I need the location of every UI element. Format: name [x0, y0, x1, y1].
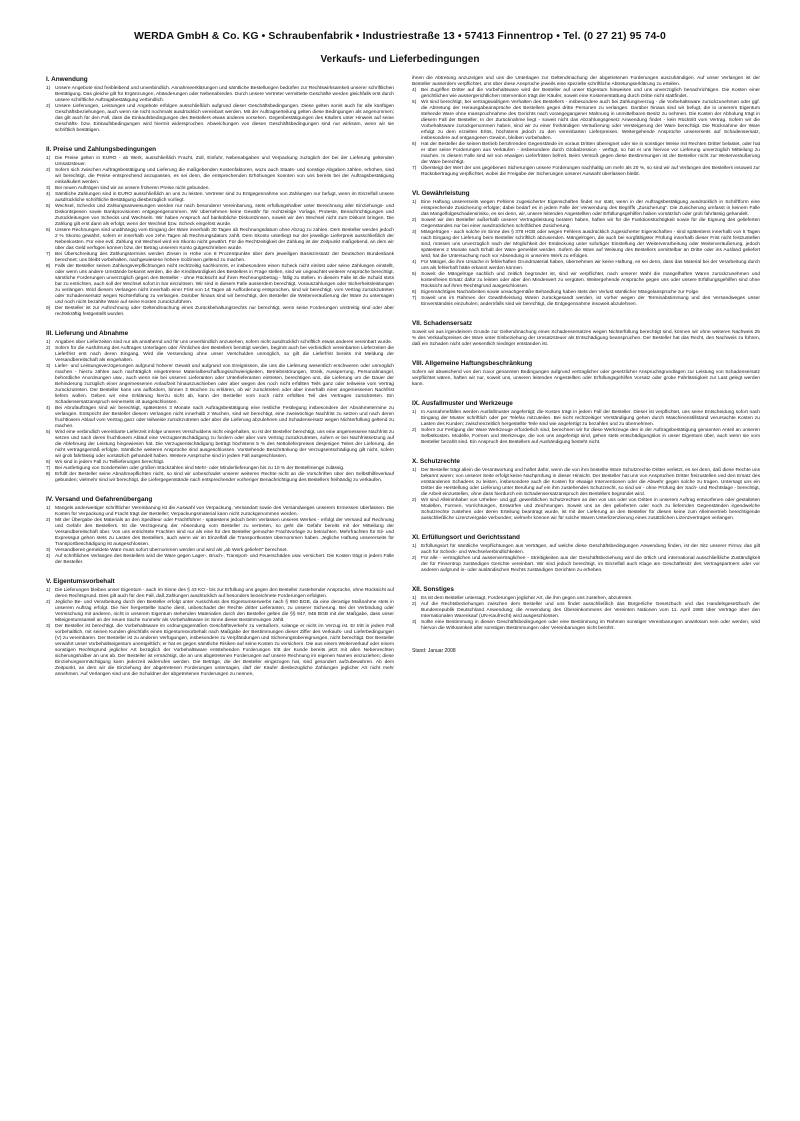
clause: [46, 104, 394, 134]
clause: [412, 76, 760, 88]
clause: [412, 200, 760, 218]
terms-section: [46, 76, 394, 134]
clause-text: Jegliche Be- und Verarbeitung durch den Besteller erfolgt unter Ausschluss des Eigentumserwerbs nach § 950 BGB, da eine derartige Maßnahme stets in unserem Auftrag erfolgt. Die hier hergestellte Sache dient, unbeschadet der Rechte dritter Lieferanten, zu unserer Sicherung. Bei der Verbindung oder Vermischung mit anderen, nicht in unserem Eigentum stehenden Materialien durch den Besteller gelten die §§ 947, 948 BGB mit der Maßgabe, dass unser Miteigentumsanteil an der neuen Sache nunmehr als Vorbehaltsware im Sinne dieser Bestimmungen zählt.: [55, 599, 394, 623]
stand-date: Stand: Januar 2008: [412, 647, 456, 654]
clause-text: Wird eine verbindlich vereinbarte Lieferzeit infolge unseres Verschuldens nicht eingehalten, so ist der Besteller berechtigt, uns eine angemessene Nachfrist zu setzen und nach deren fruchtlosem Ablauf eine Verzugsentschädigung zu fordern oder aber vom Vertrag zurückzutreten, sofern er bei Nachfristsetzung auf die Ablehnung der Leistung hingewiesen hat. Die Verzugsentschädigung beträgt höchstens 5 % des Nettolieferpreises desjenigen Teiles der Lieferung, die nicht vertragsgemäß erfolgte. Sämtliche weiteren Ansprüche sind ausgeschlossen. Vorstehende Beschränkung der Verzugsentschädigung gilt nicht, sofern wir grob fahrlässig oder vorsätzlich gehandelt haben. Weitere Ansprüche sind in jedem Fall ausgeschlossen.: [55, 429, 394, 459]
clause-number: 2): [46, 167, 51, 173]
clause: [46, 506, 394, 518]
clause: [46, 168, 394, 186]
clause-number: 9): [46, 305, 51, 311]
clause-number: 2): [46, 103, 51, 109]
clause: [412, 330, 760, 348]
terms-section: [412, 534, 760, 574]
terms-section: [412, 320, 760, 348]
clause-text: Mangels anderweitiger schriftlicher Vereinbarung ist die Auswahl von Verpackung, Versandart sowie des Versandweges unserem Ermessen überlassen. Die Kosten für Verpackung und Fracht trägt der Besteller; Verpackungsmaterial kann nicht zurückgenommen werden.: [55, 505, 394, 517]
terms-section: [412, 586, 760, 632]
clause: [46, 472, 394, 484]
clause: [46, 306, 394, 318]
clause: [412, 260, 760, 272]
clause-number: 1): [412, 595, 417, 601]
clause-text: Liefer- und Leistungsverzögerungen aufgrund höherer Gewalt und aufgrund von Ereignissen, die uns die Lieferung wesentlich erschweren oder unmöglich machen - hierzu zählen auch nachträglich eingetretene Materialbeschaffungsschwierigkeiten, Betriebsstörungen, Streik, Aussperrung, Personalmangel, behördliche Anordnungen usw., auch wenn sie bei unseren Lieferanten oder Unterlieferanten eintreten, berechtigen uns, die Lieferung um die Dauer der Behinderung zuzüglich einer angemessenen Anlaufzeit hinauszuschieben oder aber wegen des noch nicht erfüllten Teils ganz oder teilweise vom Vertrag zurückzutreten. Der Besteller kann uns auffordern, binnen 3 Wochen zu erklären, ob wir zurücktreten oder aber innerhalb einer angemessenen Nachfrist liefern wollen. Geben wir eine Erklärung hierzu nicht ab, kann der Besteller vom noch nicht erfüllten Teil des Vertrages zurücktreten. Ein Schadensersatzanspruch seinerseits ist ausgeschlossen.: [55, 363, 394, 405]
clause-text: Wechsel, Schecks und Zahlungsanweisungen werden nur nach besonderer Vereinbarung, stets erfüllungshalber unter Berechnung aller Einziehungs- und Diskontspesen sowie Bankprovisionen entgegengenommen. Wir übernehmen keine Gewähr für rechtzeitige Vorlage, Proteste, Benachrichtigungen und Zurückleitungen von Schecks und Wechseln. Wir haben Anspruch auf bankübliche Diskontzinsen, soweit wir den Wechsel nicht zum Diskont bringen. Die Zahlung gilt erst dann als erfolgt, wenn der Wechsel bzw. Scheck eingelöst wurde.: [55, 203, 394, 227]
clause-text: Der Besteller ist berechtigt, die Vorbehaltsware im ordnungsgemäßen Geschäftsverkehr zu veräußern, solange er nicht im Verzug ist. Er tritt in jedem Fall vorbehaltlich, mit seinen Kunden gleichfalls einen Eigentumsvorbehalt nach Maßgabe der Bestimmungen dieser Ziffer des Verkaufs- und Lieferbedingungen (V) zu vereinbaren. Der Besteller ist zu anderen Verfügungen, insbesondere zu Verpfändungen und Sicherungsübereignungen, nicht berechtigt. Der Besteller verwahrt unser Vorbehaltseigentum unentgeltlich; er hat es gegen sämtliche Risiken auf seine Kosten zu versichern. Die aus einem Weiterverkauf oder einem sonstigen Rechtsgrund jeglicher Art bezüglich der Vorbehaltsware entstehenden Forderungen tritt der Kunde bereits jetzt mit allen Nebenrechten sicherungshalber an uns ab. Der Besteller ist ermächtigt, die an uns abgetretenen Forderungen auf unsere Rechnung im eigenen Namen einzuziehen; diese Einziehungsermächtigung kann jederzeit widerrufen werden. Die Beträge, die der Besteller eingezogen hat, sind gesondert aufzubewahren. Ab dem Zeitpunkt, an dem wir die Einziehung der abgetretenen Forderungen untersagen, darf der Käufer diesbezügliche Zahlungen jeglicher Art nicht mehr annehmen. Auf Verlangen sind uns die Schuldner der abgetretenen Forderungen zu nennen,: [55, 623, 394, 677]
clause-number: 3): [46, 547, 51, 553]
clause: [412, 218, 760, 230]
clause: [412, 544, 760, 556]
clause-text: Der Besteller ist zur Aufrechnung oder Geltendmachung eines Zurückbehaltungsrechts nur berechtigt, wenn seine Forderungen unstreitig sind oder aber rechtskräftig festgestellt wurden.: [55, 305, 394, 317]
clause-number: 2): [46, 599, 51, 605]
clause-text: Eine Haftung unsererseits wegen Fehlens zugesicherter Eigenschaften findet nur statt, wenn in der Auftragsbestätigung ausdrücklich in Schriftform eine entsprechende Zusicherung erfolgte; dabei bedarf es in jedem Falle der Verwendung des Begriffs „Zusicherung". Die Zusicherung umfasst in keinem Falle das Mangelfolgeschadensrisiko, es sei denn, wir, unsere leitenden Angestellten oder Erfüllungsgehilfen haben vorsätzlich oder grob fahrlässig gehandelt.: [421, 199, 760, 217]
clause-text: Unsere Rechnungen sind unabhängig vom Eingang der Ware innerhalb 30 Tagen ab Rechnungsdatum ohne Abzug zu zahlen. Dem Besteller werden jedoch 2 % Skonto gewährt, sofern er innerhalb von zehn Tagen ab Rechnungsdatum zahlt. Dem Skonto unterliegt nur der jeweilige Lieferpreis ausschließlich der Nebenkosten. Für eine evtl. Zahlung mit Wechsel wird ein Skonto nicht gewährt. Für die Rechtzeitigkeit der Zahlung ist der Zeitpunkt maßgebend, an dem wir über das Geld verfügen können bzw. der Betrag unserem Konto gutgeschrieben wurde.: [55, 227, 394, 251]
clause-number: 3): [412, 229, 417, 235]
section-heading: X. Schutzrechte: [412, 457, 460, 465]
clause-number: 2): [46, 345, 51, 351]
clause-text: Auf die Rechtsbeziehungen zwischen dem Besteller und uns findet ausschließlich das Bürgerliche Gesetzbuch und das Handelsgesetzbuch der Bundesrepublik Deutschland Anwendung; die Anwendung des Übereinkommens der Vereinten Nationen vom 11. April 1980 über Verträge über den Internationalen Warenkauf (UN-Kaufrecht) wird ausgeschlossen.: [421, 601, 760, 619]
clause-number: 1): [46, 155, 51, 161]
clause-text: Die Preise gelten in EURO - ab Werk, ausschließlich Fracht, Zoll, Einfuhr, Nebenabgaben und Verpackung zuzüglich der bei der Lieferung geltenden Umsatzsteuer.: [55, 155, 394, 167]
clause-text: Der Besteller trägt allein die Verantwortung und haftet dafür, wenn die von ihm bestellte Ware Schutzrechte Dritter verletzt, es sei denn, daß diese Rechte uns bekannt waren; von unserer Seite erfolgt keine Nachprüfung in dieser Hinsicht. Der Besteller hat uns von Ansprüchen Dritter freizustellen und den Ersatz des entstandenen Schadens zu leisten, insbesondere auch die Kosten für etwaige Interventionen oder die Abwehr gegen solche zu tragen. Untersagt uns ein Dritter die Herstellung oder Lieferung unter Berufung auf ein ihm zustehendes Schutzrecht, so sind wir - ohne Prüfung der Sach- und Rechtslage - berechtigt, die Arbeit einzustellen, ohne dass hierdurch ein Schadensersatzanspruch des Bestellers begründet wird.: [421, 467, 760, 497]
clause-number: 4): [46, 553, 51, 559]
terms-section: [412, 190, 760, 308]
clause-text: Soweit wir den Besteller außerhalb unserer Vertragsleistung beraten haben, haften wir für die Funktionstüchtigkeit sowie für die Eignung des gelieferten Gegenstandes nur bei einer ausdrücklichen schriftlichen Zusicherung.: [421, 217, 760, 229]
clause-text: Unsere Angebote sind freibleibend und unverbindlich. Annahmeerklärungen und sämtliche Bestellungen bedürfen zur Rechtswirksamkeit unserer schriftlichen Bestätigung. Das gleiche gilt für Ergänzungen, Abänderungen oder Nebenabreden. Durch unsere Vertreter vermittelte Geschäfte werden gleichfalls erst durch unsere schriftliche Auftragsbestätigung verbindlich.: [55, 85, 394, 103]
clause: [46, 406, 394, 430]
section-heading: IX. Ausfallmuster und Werkzeuge: [412, 399, 513, 407]
document-header: [40, 30, 760, 65]
clause-text: Sofern sich zwischen Auftragsbestätigung und Lieferung die maßgebenden Kostenfaktoren, wozu auch Staats- und sonstige Abgaben zählen, erhöhen, sind wir berechtigt, die Preise entsprechend anzupassen, es sei denn, die entsprechenden Erhöhungen konnten von uns bereits bei der Auftragsbestätigung einkalkuliert werden.: [55, 167, 394, 185]
clause-number: 3): [46, 185, 51, 191]
section-heading: XII. Sonstiges: [412, 585, 454, 593]
clause-text: Unsere Lieferungen, Leistungen und Angebote erfolgen ausschließlich aufgrund dieser Geschäftsbedingungen. Diese gelten somit auch für alle künftigen Geschäftsbeziehungen, auch wenn sie nicht nochmals ausdrücklich vereinbart werden. Mit der Auftragserteilung gelten diese Bedingungen als angenommen; das gilt auch für den Fall, dass die Einkaufsbedingungen des Bestellers etwas anderes vorsehen. Gegenbestätigungen des Käufers unter Hinweis auf seine Geschäfts- bzw. Einkaufsbedingungen wird hiermit widersprochen. Abweichungen von diesen Geschäftsbedingungen sind nur wirksam, wenn wir sie schriftlich bestätigen.: [55, 103, 394, 133]
clause-number: 2): [46, 517, 51, 523]
section-heading: VIII. Allgemeine Haftungsbeschränkung: [412, 359, 533, 367]
clause-number: 1): [412, 199, 417, 205]
left-column: [46, 76, 394, 1101]
clause: [412, 556, 760, 574]
clause: [46, 430, 394, 460]
section-heading: XI. Erfüllungsort und Gerichtsstand: [412, 533, 520, 541]
clause-number: 7): [412, 295, 417, 301]
clause-text: Sofern wir abweichend von den zuvor genannten Bedingungen aufgrund vertraglicher oder gesetzlicher Anspruchsgrundlagen zur Leistung von Schadensersatz verpflichtet wären, haften wir nur, soweit uns, unseren leitenden Angestellten oder Erfüllungsgehilfen Vorsatz oder grobe Fahrlässigkeit zur Last gelegt werden kann.: [412, 369, 760, 387]
clause-text: Wir sind berechtigt, bei vertragswidrigem Verhalten des Bestellers - insbesondere auch bei Zahlungsverzug - die Vorbehaltsware zurückzunehmen oder ggf. die Abtretung der Herausgabeansprüche des Bestellers gegen dritte Personen zu verlangen. Darüber hinaus sind wir befugt, die in unserem Eigentum stehende Ware ohne Inanspruchnahme des Gerichts nach vorangegangener Mahnung in unmittelbaren Besitz zu nehmen. Die Kosten der Abholung trägt in diesem Fall der Besteller. In der Zurücknahme liegt - soweit nicht das Abzahlungsgesetz Anwendung findet - kein Rücktritt vom Vertrag. Sofern wir die Vorbehaltsware zurückgenommen haben, sind wir zu einer freihändigen Veräußerung oder Versteigerung der Ware berechtigt. Die Rücknahme der Ware erfolgt zu dem erzielten Erlös, höchstens jedoch zu den vereinbarten Lieferpreisen. Weitergehende Ansprüche unsererseits auf Schadensersatz, insbesondere auf entgangenen Gewinn, bleiben vorbehalten.: [421, 100, 760, 141]
clause-number: 2): [412, 555, 417, 561]
clause-number: 3): [46, 363, 51, 369]
clause: [46, 204, 394, 228]
clause-text: Es ist dem Besteller untersagt, Forderungen jeglicher Art, die ihm gegen uns zustehen, abzutreten.: [421, 595, 633, 601]
clause-number: 6): [412, 142, 417, 147]
section-heading: I. Anwendung: [46, 76, 88, 83]
clause: [46, 346, 394, 364]
clause-number: 4): [46, 405, 51, 411]
clause-number: 2): [412, 601, 417, 607]
clause-text: ihnen die Abtretung anzuzeigen und uns die Unterlagen zur Geltendmachung der abgetretenen Forderungen auszuhändigen. Auf unser Verlangen ist der Besteller ausserdem verpflichtet, uns über diese Ansprüche jeweils eine spezielle schriftliche Abtretungserklärung zu erteilen.: [412, 76, 760, 87]
clause-number: 5): [46, 429, 51, 435]
clause-text: Bei Ausfertigung von Sonderteilen oder größen Stückzahlen sind Mehr- oder Minderlieferungen bis zu 10 % der Bestellmenge zulässig.: [55, 465, 345, 471]
clause-number: 2): [412, 217, 417, 223]
clause-number: 8): [46, 471, 51, 477]
clause: [46, 588, 394, 600]
clause-number: 7): [46, 251, 51, 257]
clause: [412, 142, 760, 166]
clause: [46, 156, 394, 168]
clause-number: 1): [46, 339, 51, 345]
terms-section: [46, 578, 394, 678]
right-column: [412, 76, 760, 1101]
clause-number: 1): [412, 543, 417, 549]
clause: [46, 264, 394, 306]
clause: [412, 272, 760, 290]
clause-number: 1): [412, 409, 417, 415]
clause: [412, 410, 760, 428]
clause-text: Hat der Besteller die seinen Betrieb berührenden Gegenstände im voraus Dritten übereignet oder sie in sonstiger Weise mit Rechten Dritter belastet, oder hat er über seine Forderungen aus Verkäufen - insbesondere durch Globalzession - verfügt, so hat er uns hiervon vor Lieferung unverzüglich Mitteilung zu machen. In diesem Falle sind wir von etwaigen Lieferfristen befreit. Beim Verstoß gegen diese Bestimmungen ist der Besteller nicht zur Weiterveräußerung der Ware berechtigt.: [421, 142, 760, 165]
clause-number: 6): [46, 227, 51, 233]
clause-number: 5): [412, 100, 417, 105]
clause: [46, 364, 394, 406]
clause-text: Übersteigt der Wert der uns gegebenen Sicherungen unsere Forderungen nachhaltig um mehr als 20 %, so sind wir auf Verlangen des Bestellers insoweit zur Rückübertragung verpflichtet, wobei die Freigabe der Sicherungen unserer Auswahl überlassen bleibt.: [421, 166, 760, 177]
clause: [46, 624, 394, 678]
clause-number: 1): [46, 587, 51, 593]
clause-number: 1): [46, 85, 51, 91]
clause: [412, 88, 760, 100]
clause-number: 7): [412, 166, 417, 171]
clause-text: Angaben über Lieferzeiten sind nur als annähernd und für uns unverbindlich anzusehen, sofern nicht ausdrücklich schriftlich etwas anderes vereinbart wurde.: [55, 339, 393, 345]
clause: [412, 428, 760, 446]
clause: [46, 252, 394, 264]
clause: [46, 192, 394, 204]
terms-section: [412, 400, 760, 446]
clause-number: 4): [46, 191, 51, 197]
section-heading: V. Eigentumsvorbehalt: [46, 577, 115, 585]
right-sections: [412, 76, 760, 632]
clause: [412, 498, 760, 522]
clause: [46, 600, 394, 624]
section-heading: VI. Gewährleistung: [412, 190, 470, 197]
clause-number: 3): [46, 623, 51, 629]
clause-text: Sofern zur Fertigung der Ware Werkzeuge erforderlich sind, berechnen wir für diese Werkzeuge den in der Auftragsbestätigung genannten Anteil an unseren Selbstkosten. Modelle, Formen und Werkzeuge, die von uns angefertigt sind, gehen stets entschädigungslos in unser Eigentum über, auch wenn sie vom Besteller bezahlt sind. Ein Anspruch des Bestellers auf Aushändigung besteht nicht.: [421, 427, 760, 445]
clause: [412, 100, 760, 142]
clause: [412, 230, 760, 260]
section-heading: IV. Versand und Gefahrenübergang: [46, 495, 153, 503]
clause-text: Bei neuen Aufträgen sind wir an unsere früheren Preise nicht gebunden.: [55, 185, 210, 191]
clause-text: Erfüllt der Besteller seine Abnahmepflichten nicht, so sind wir unbeschadet unserer weiteren Rechte nicht an die Vorschriften über den Selbsthilfeverkauf gebunden; vielmehr sind wir berechtigt, die Liefergegenstände nach entsprechender vorheriger Benachrichtigung des Bestellers freihändig zu verkaufen.: [55, 471, 394, 483]
clause: [412, 370, 760, 388]
clause-text: Mit der Übergabe des Materials an den Spediteur oder Frachtführer - spätestens jedoch beim Verlassen unseres Werkes - erfolgt der Versand auf Rechnung und Gefahr des Bestellers. Ist die Verzögerung der Absendung vom Besteller zu vertreten, so geht die Gefahr bereits mit der Mitteilung der Versandbereitschaft über. Von uns entrichtete Frachten sind nur als eine für den Besteller gemachte Frachtvorlage zu betrachten. Mehrfrachten für Eil- und Expressgut gehen stets zu Lasten des Bestellers, auch wenn wir im Einzelfall die Transportkosten übernommen haben. Jegliche Haftung unsererseits für Transportbeschädigung ist ausgeschlossen.: [55, 517, 394, 547]
clause-text: Erfüllungsort für sämtliche Verpflichtungen aus Verträgen, auf welche diese Geschäftsbedingungen Anwendung finden, ist der Sitz unserer Firma; das gilt auch für Scheck- und Wechselverbindlichkeiten.: [421, 543, 760, 555]
clause: [412, 602, 760, 620]
clause-text: Wir sind Alleininhaber von Urheber- und ggf. gewerblichen Schutzrechten an den von uns oder von Dritten in unserem Auftrag entworfenen oder gestalteten Modellen, Formen, Vorrichtungen, Entwürfen und Zeichnungen. Soweit uns an den gelieferten oder noch zu liefernden Gegenständen irgendwelche Schutzrechte zustehen oder deren Erteilung beantragt wurde, ist mit der Lieferung an den Besteller für diesen keine zum Alleinvertrieb berechtigende ausschließliche Lizenzvergabe verbunden; vielmehr können wir für solche Waren Unterlizenzierung eines zusätzlichen Lizenzvertrages verlangen.: [421, 497, 760, 521]
clause: [412, 620, 760, 632]
clause: [412, 166, 760, 178]
clause-text: Sofern für die Ausführung des Auftrages Unterlagen oder Ähnliches des Bestellers benötigt werden, beginnt auch bei verbindlich vereinbarten Lieferzeiten die Lieferfrist erst nach deren Eingang. Wird die Versendung ohne unser Verschulden unmöglich, so gilt die Lieferfrist bereits mit Meldung der Versandbereitschaft als eingehalten.: [55, 345, 394, 363]
clause-number: 1): [46, 505, 51, 511]
clause-number: 8): [46, 263, 51, 269]
terms-section: [46, 496, 394, 566]
section-heading: II. Preise und Zahlungsbedingungen: [46, 145, 157, 153]
terms-section: [412, 458, 760, 522]
clause-text: Soweit wir aus irgendeinem Grunde zur Geltendmachung eines Schadensersatzes wegen Nichterfüllung berechtigt sind, können wir ohne weiteren Nachweis 25 % des Verkaufspreises der Ware unter Einbeziehung der Umsatzsteuer als Entschädigung beanspruchen. Der Besteller hat das Recht, den Nachweis zu führen, daß ein Schaden nicht oder wesentlich niedriger entstanden ist.: [412, 329, 760, 347]
clause: [46, 86, 394, 104]
terms-section: [412, 360, 760, 388]
clause: [412, 468, 760, 498]
document-title: Verkaufs- und Lieferbedingungen: [320, 54, 480, 65]
clause-text: Wir sind in jedem Fall zu Teillieferungen berechtigt.: [55, 459, 165, 465]
terms-section: [412, 76, 760, 178]
clause-number: 4): [412, 88, 417, 93]
clause-text: Eigenmächtiges Nacharbeiten sowie unsachgemäße Behandlung haben stets den Verlust sämtlicher Mängelansprüche zur Folge.: [421, 289, 700, 295]
terms-section: [46, 146, 394, 318]
clause-number: 4): [412, 259, 417, 265]
clause: [412, 296, 760, 308]
section-heading: III. Lieferung und Abnahme: [46, 329, 129, 337]
clause-text: Mängelrügen - auch solche im Sinne des § 378 HGB oder wegen Fehlens ausdrücklich zugesicherter Eigenschaften - sind spätestens innerhalb von 5 Tagen nach Eingang der Lieferung beim Besteller schriftlich abzusenden. Mängelrügen, die auch bei sorgfältigster Prüfung innerhalb dieser Frist nicht festzustellen sind, müssen uns unverzüglich nach der Möglichkeit der Entdeckung unter sofortiger Einstellung der Weiterverarbeitung oder Weiterveräußerung, jedoch spätestens 2 Monate nach Erhalt der Ware gemeldet werden. Sofern die Ware auf Weisung des Bestellers unmittelbar an Dritte oder ins Ausland geliefert wird, hat die Untersuchung noch vor Absendung in unserem Werk zu erfolgen.: [421, 229, 760, 259]
clause-text: Für alle - vertraglichen und aussenvertraglichen - Streitigkeiten aus der Geschäftsbeziehung wird die örtlich und international ausschließliche Zuständigkeit der für Finnentrop zuständigen Gerichte vereinbart. Wir sind jedoch berechtigt, im Einzelfall auch Klage am Geschäftssitz des Vertragspartners oder vor anderen aufgrund in- oder ausländischen Rechts zuständigen Gerichten zu erheben.: [421, 555, 760, 573]
clause-text: In Ausnahmefällen werden Ausfallmuster angefertigt; die Kosten trägt in jedem Fall der Besteller. Dieser ist verpflichtet, uns seine Entscheidung sofort nach Eingang der Muster schriftlich oder per Telefax mitzuteilen. Bei nicht rechtzeitiger Verständigung gehen durch Maschinenstillstand verursachte Kosten zu Lasten des Kunden; zwischenzeitlich hergestellte Teile sind wie angefertigt zu bezahlen und zu übernehmen.: [421, 409, 760, 427]
clause-text: Auf schriftliches Verlangen des Bestellers wird die Ware gegen Lager-, Bruch-, Transport- und Feuerschäden usw. versichert. Die Kosten trägt in jedem Falle der Besteller.: [55, 553, 394, 565]
clause-text: Versandbereit gemeldete Ware muss sofort übernommen werden und wird als „ab Werk geliefert" berechnet.: [55, 547, 288, 553]
clause: [46, 518, 394, 548]
clause-number: 3): [412, 619, 417, 625]
clause-text: Für Mängel, die ihre Ursache in fehlerhaften Grundmaterial haben, übernehmen wir keine Haftung, es sei denn, dass das Material bei der Verarbeitung durch uns als fehlerhaft hätte erkannt werden können.: [421, 259, 760, 271]
clause-number: 6): [412, 289, 417, 295]
clause-text: Bei Abrufaufträgen sind wir berechtigt, spätestens 3 Monate nach Auftragsbestätigung eine restliche Festlegung insbesondere der Abnahmetermine zu verlangen. Entspricht der Besteller diesem Verlangen nicht innerhalb 2 Wochen, sind wir berechtigt, eine zweiwöchige Nachfrist zu setzen und nach deren fruchtlosem Ablauf vom Vertrag ganz oder teilweise zurückzutreten oder aber die Lieferung abzulehnen und Schadensersatz wegen Nichterfüllung geltend zu machen.: [55, 405, 394, 429]
clause-number: 5): [46, 203, 51, 209]
clause-number: 6): [46, 459, 51, 465]
section-heading: VII. Schadensersatz: [412, 319, 473, 327]
clause-text: Falls der Besteller seinen Zahlungsverpflichtungen nicht rechtzeitig nachkommt, er insbesondere einen Scheck nicht einlöst oder seine Zahlungen einstellt, oder wenn uns andere Umstände bekannt werden, die die Kreditwürdigkeit des Bestellers in Frage stellen, sind wir ungeachtet weiterer Ansprüche berechtigt, sämtliche Forderungen unverzüglich gegen den Besteller - ohne Rücksicht auf ihren Rechnungsbetrag - fällig zu stellen. In diesem Falle ist die Schuld stets bar zu entrichten, auch soll der Wechsel sofort in bar einzulösen. Wir sind in diesem Falle ausserdem berechtigt, Vorauszahlungen oder Sicherheitsleistungen zu verlangen. Wird diesem Verlangen nicht innerhalb einer Frist von 14 Tagen ab Aufforderung entsprochen, sind wir berechtigt, vom Vertrag zurückzutreten oder Schadensersatz wegen Nichterfüllung zu verlangen. Darüber hinaus sind wir berechtigt, den Besteller die Weiterveräußerung der Ware zu untersagen und noch nicht bezahlte Ware auf seine Kosten zurückzuführen.: [55, 263, 394, 305]
clause-text: Soweit die Mängelrüge sachlich und zeitlich begründet ist, sind wir verpflichtet, nach unserer Wahl die mangelhaften Waren zurückzunehmen und kostenfreien Ersatz dafür zu leisten oder aber den Minderwert zu vergüten. Weitergehende Ansprüche gegen uns oder unsere Erfüllungsgehilfen sind ohne Rücksicht auf ihren Rechtsgrund ausgeschlossen.: [421, 271, 760, 289]
clause-text: Bei Zugriffen Dritter auf die Vorbehaltsware wird der Besteller auf unser Eigentum hinweisen und uns unverzüglich benachrichtigen. Die Kosten einer gerichtlichen wie aussergerichtlichen Intervention trägt der Käufer, soweit eine Kostenerstattung durch Dritte nicht stattfindet.: [421, 88, 760, 99]
clause-text: Sollte eine Bestimmung in diesen Geschäftsbedingungen oder eine Bestimmung im Rahmen sonstiger Vereinbarungen unwirksam sein oder werden, wird hiervon die Wirksamkeit aller sonstigen Bestimmungen oder Vereinbarungen nicht berührt.: [421, 619, 760, 631]
clause-number: 5): [412, 271, 417, 277]
clause: [46, 554, 394, 566]
clause-text: Die Lieferungen bleiben unser Eigentum - auch im Sinne des § 43 KO - bis zur Erfüllung uns gegen den Besteller zustehender Ansprüche, ohne Rücksicht auf deren Rechtsgrund. Dies gilt auch für den Fall, daß Zahlungen ausdrücklich auf besonders bezeichnete Forderungen erfolgten.: [55, 587, 394, 599]
company-line: WERDA GmbH & Co. KG • Schraubenfabrik • Industriestraße 13 • 57413 Finnentrop • Tel. (0 27 21) 95 74-0: [134, 30, 666, 42]
clause-text: Bei Überschreitung des Zahlungstermins werden Zinsen in Höhe von 8 Prozentpunkte über dem jeweiligen Basiszinssatz der Deutschen Bundesbank berechnet; uns bleibt vorbehalten, nachgewiesene höhere Solzinsen geltend zu machen.: [55, 251, 394, 263]
clause-text: Sämtliche Zahlungen sind in EURO ausschließlich an uns zu leisten. Vertreter sind zu Entgegennahme von Zahlungen nur befugt, wenn im Einzelfall unsere ausdrückliche schriftliche Bestätigung diesbezüglich vorliegt.: [55, 191, 394, 203]
clause-text: Soweit uns im Rahmen der Gewährleistung Waren zurückgesandt werden, ist vorher wegen der Terminabstimmung und des Versandweges unser Einverständnis einzuholen; andernfalls sind wir berechtigt, die Entgegennahme insoweit abzulehnen.: [421, 295, 760, 307]
clause-number: 2): [412, 427, 417, 433]
clause: [46, 228, 394, 252]
clause-number: 1): [412, 467, 417, 473]
terms-section: [46, 330, 394, 484]
clause-number: 7): [46, 465, 51, 471]
terms-columns: [46, 76, 760, 1101]
clause-number: 2): [412, 497, 417, 503]
